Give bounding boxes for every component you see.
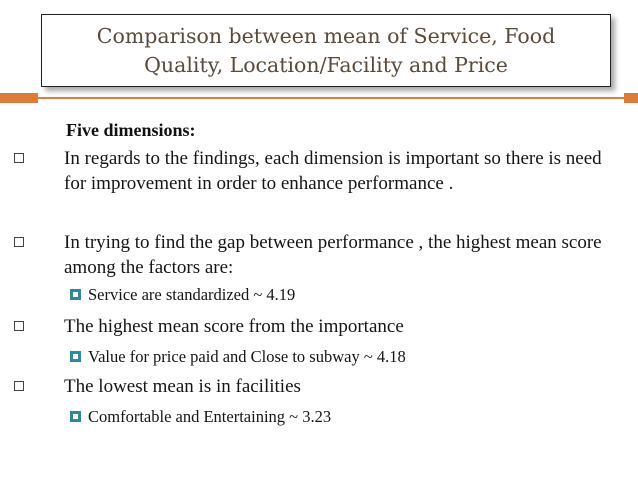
- sub-bullet-text-4-1: Comfortable and Entertaining ~ 3.23: [88, 407, 332, 426]
- slide-title-box: [41, 14, 611, 87]
- sub-bullet-text-2-1: Service are standardized ~ 4.19: [88, 285, 296, 304]
- accent-rule-right: [624, 93, 638, 103]
- accent-rule-left: [0, 93, 38, 103]
- square-bullet-icon: [14, 153, 24, 163]
- sub-bullet-icon: [70, 411, 81, 422]
- bullet-text-2: In trying to find the gap between performance , the highest mean score among the factors are:: [64, 232, 602, 278]
- accent-rule-line: [38, 97, 638, 99]
- sub-bullet-icon: [70, 289, 81, 300]
- subheading: Five dimensions:: [66, 120, 196, 140]
- sub-bullet-icon: [70, 351, 81, 362]
- bullet-text-3: The highest mean score from the importance: [64, 316, 404, 337]
- square-bullet-icon: [14, 381, 24, 391]
- sub-bullet-text-3-1: Value for price paid and Close to subway ~ 4.18: [88, 347, 406, 366]
- bullet-text-1: In regards to the findings, each dimension is important so there is need for improvement in order to enhance performance .: [64, 148, 602, 194]
- slide-title-line-1: Comparison between mean of Service, Food: [96, 23, 556, 48]
- bullet-text-4: The lowest mean is in facilities: [64, 376, 301, 397]
- square-bullet-icon: [14, 321, 24, 331]
- square-bullet-icon: [14, 237, 24, 247]
- slide-title-line-2: Quality, Location/Facility and Price: [144, 52, 508, 77]
